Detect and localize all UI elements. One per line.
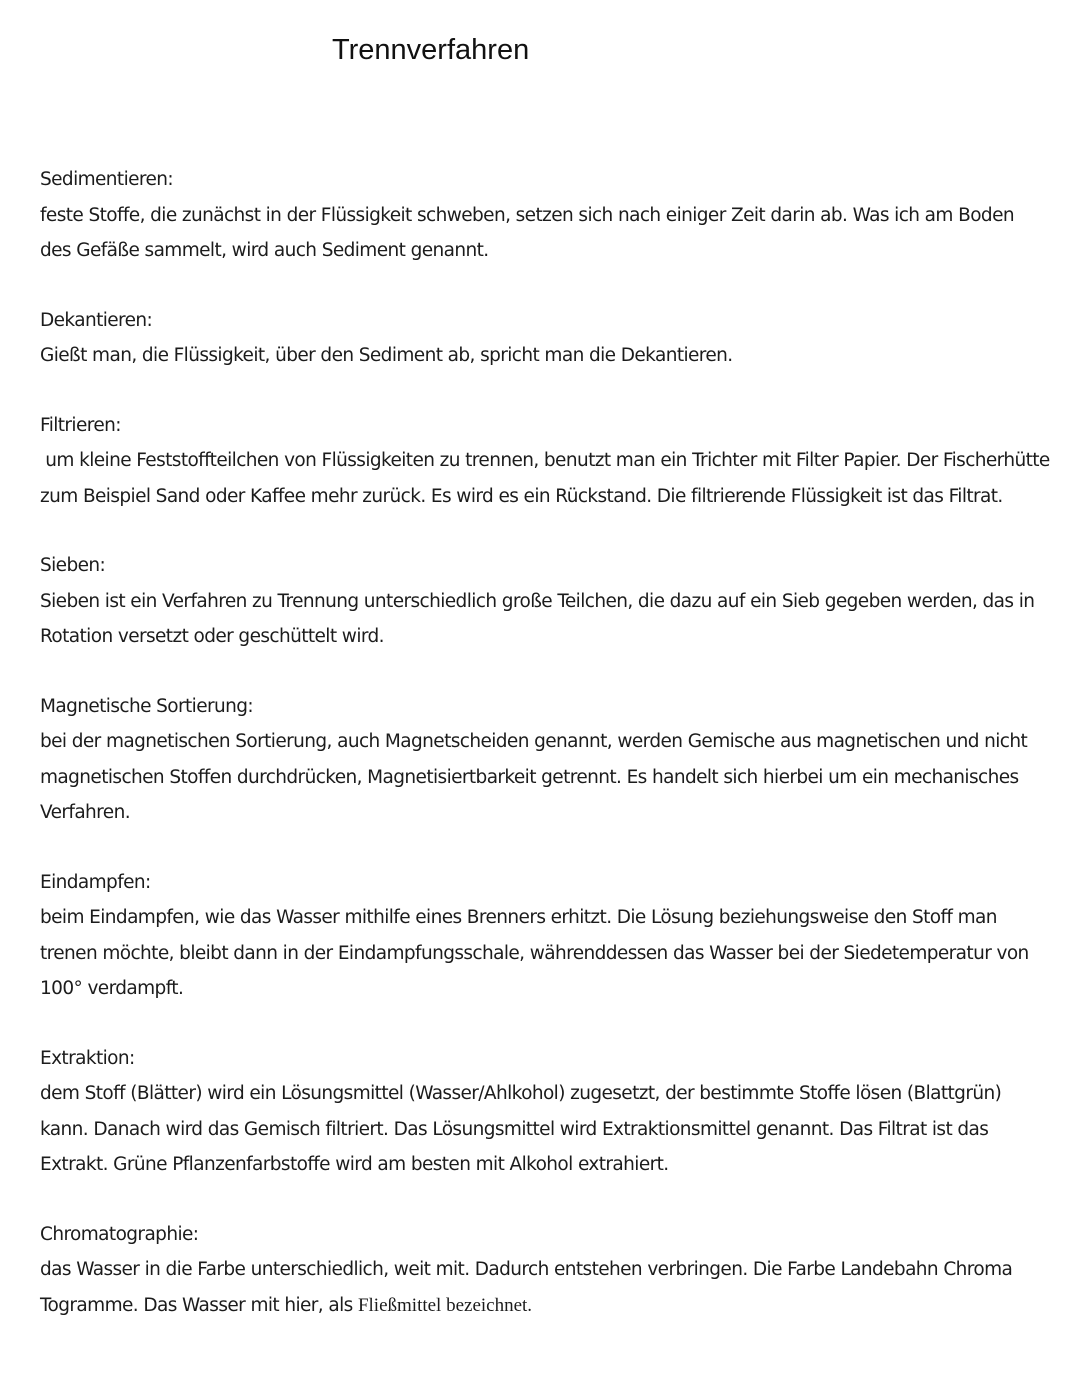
section-text: Gießt man, die Flüssigkeit, über den Sediment ab, spricht man die Dekantieren.	[40, 345, 733, 366]
section-text: beim Eindampfen, wie das Wasser mithilfe eines Brenners erhitzt. Die Lösung beziehungsweise den Stoff man trenen möchte, bleibt dann in der Eindampfungsschale, währenddessen das Wasser bei der Siedetemperatur von 100° verdampft.	[40, 907, 1029, 999]
section-heading: Magnetische Sortierung:	[40, 695, 254, 717]
section-heading: Filtrieren:	[40, 414, 121, 436]
section-text: bei der magnetischen Sortierung, auch Magnetscheiden genannt, werden Gemische aus magnetischen und nicht magnetischen Stoffen durchdrücken, Magnetisiertbarkeit getrennt. Es handelt sich hierbei um ein mechanisches Verfahren.	[40, 731, 1028, 823]
section-chromatographie	[40, 1217, 1050, 1324]
section-heading: Extraktion:	[40, 1047, 135, 1069]
section-dekantieren	[40, 303, 1050, 374]
section-eindampfen	[40, 865, 1050, 1007]
section-sedimentieren	[40, 162, 1050, 269]
section-text: Sieben ist ein Verfahren zu Trennung unterschiedlich große Teilchen, die dazu auf ein Sieb gegeben werden, das in Rotation versetzt oder geschüttelt wird.	[40, 590, 1035, 647]
section-sieben	[40, 548, 1050, 655]
section-filtrieren	[40, 408, 1055, 515]
section-text: feste Stoffe, die zunächst in der Flüssigkeit schweben, setzen sich nach einiger Zeit darin ab. Was ich am Boden des Gefäße sammelt, wird auch Sediment genannt.	[40, 204, 1014, 261]
section-heading: Sedimentieren:	[40, 169, 174, 190]
section-text-typed-tail: Fließmittel bezeichnet.	[357, 1294, 533, 1316]
page-title: Trennverfahren	[332, 34, 530, 66]
section-text: dem Stoff (Blätter) wird ein Lösungsmittel (Wasser/Ahlkohol) zugesetzt, der bestimmte Stoffe lösen (Blattgrün) kann. Danach wird das Gemisch filtriert. Das Lösungsmittel wird Extraktionsmittel genannt. Das Filtrat ist das Extrakt. Grüne Pflanzenfarbstoffe wird am besten mit Alkohol extrahiert.	[40, 1083, 1002, 1175]
section-extraktion	[40, 1041, 1050, 1183]
section-heading: Eindampfen:	[40, 871, 151, 893]
section-text	[40, 1252, 1050, 1323]
section-heading: Dekantieren:	[40, 309, 153, 331]
section-heading: Chromatographie:	[40, 1223, 199, 1245]
section-magnetische-sortierung	[40, 689, 1050, 831]
section-list	[40, 162, 1055, 1357]
section-text-main: das Wasser in die Farbe unterschiedlich, weit mit. Dadurch entstehen verbringen. Die Farbe Landebahn Chroma Togramme. Das Wasser mit hier, als	[40, 1259, 1013, 1316]
section-text: um kleine Feststoffteilchen von Flüssigkeiten zu trennen, benutzt man ein Trichter mit Filter Papier. Der Fischerhütte zum Beispiel Sand oder Kaffee mehr zurück. Es wird es ein Rückstand. Die filtrierende Flüssigkeit ist das Filtrat.	[40, 450, 1055, 507]
section-heading: Sieben:	[40, 555, 106, 576]
